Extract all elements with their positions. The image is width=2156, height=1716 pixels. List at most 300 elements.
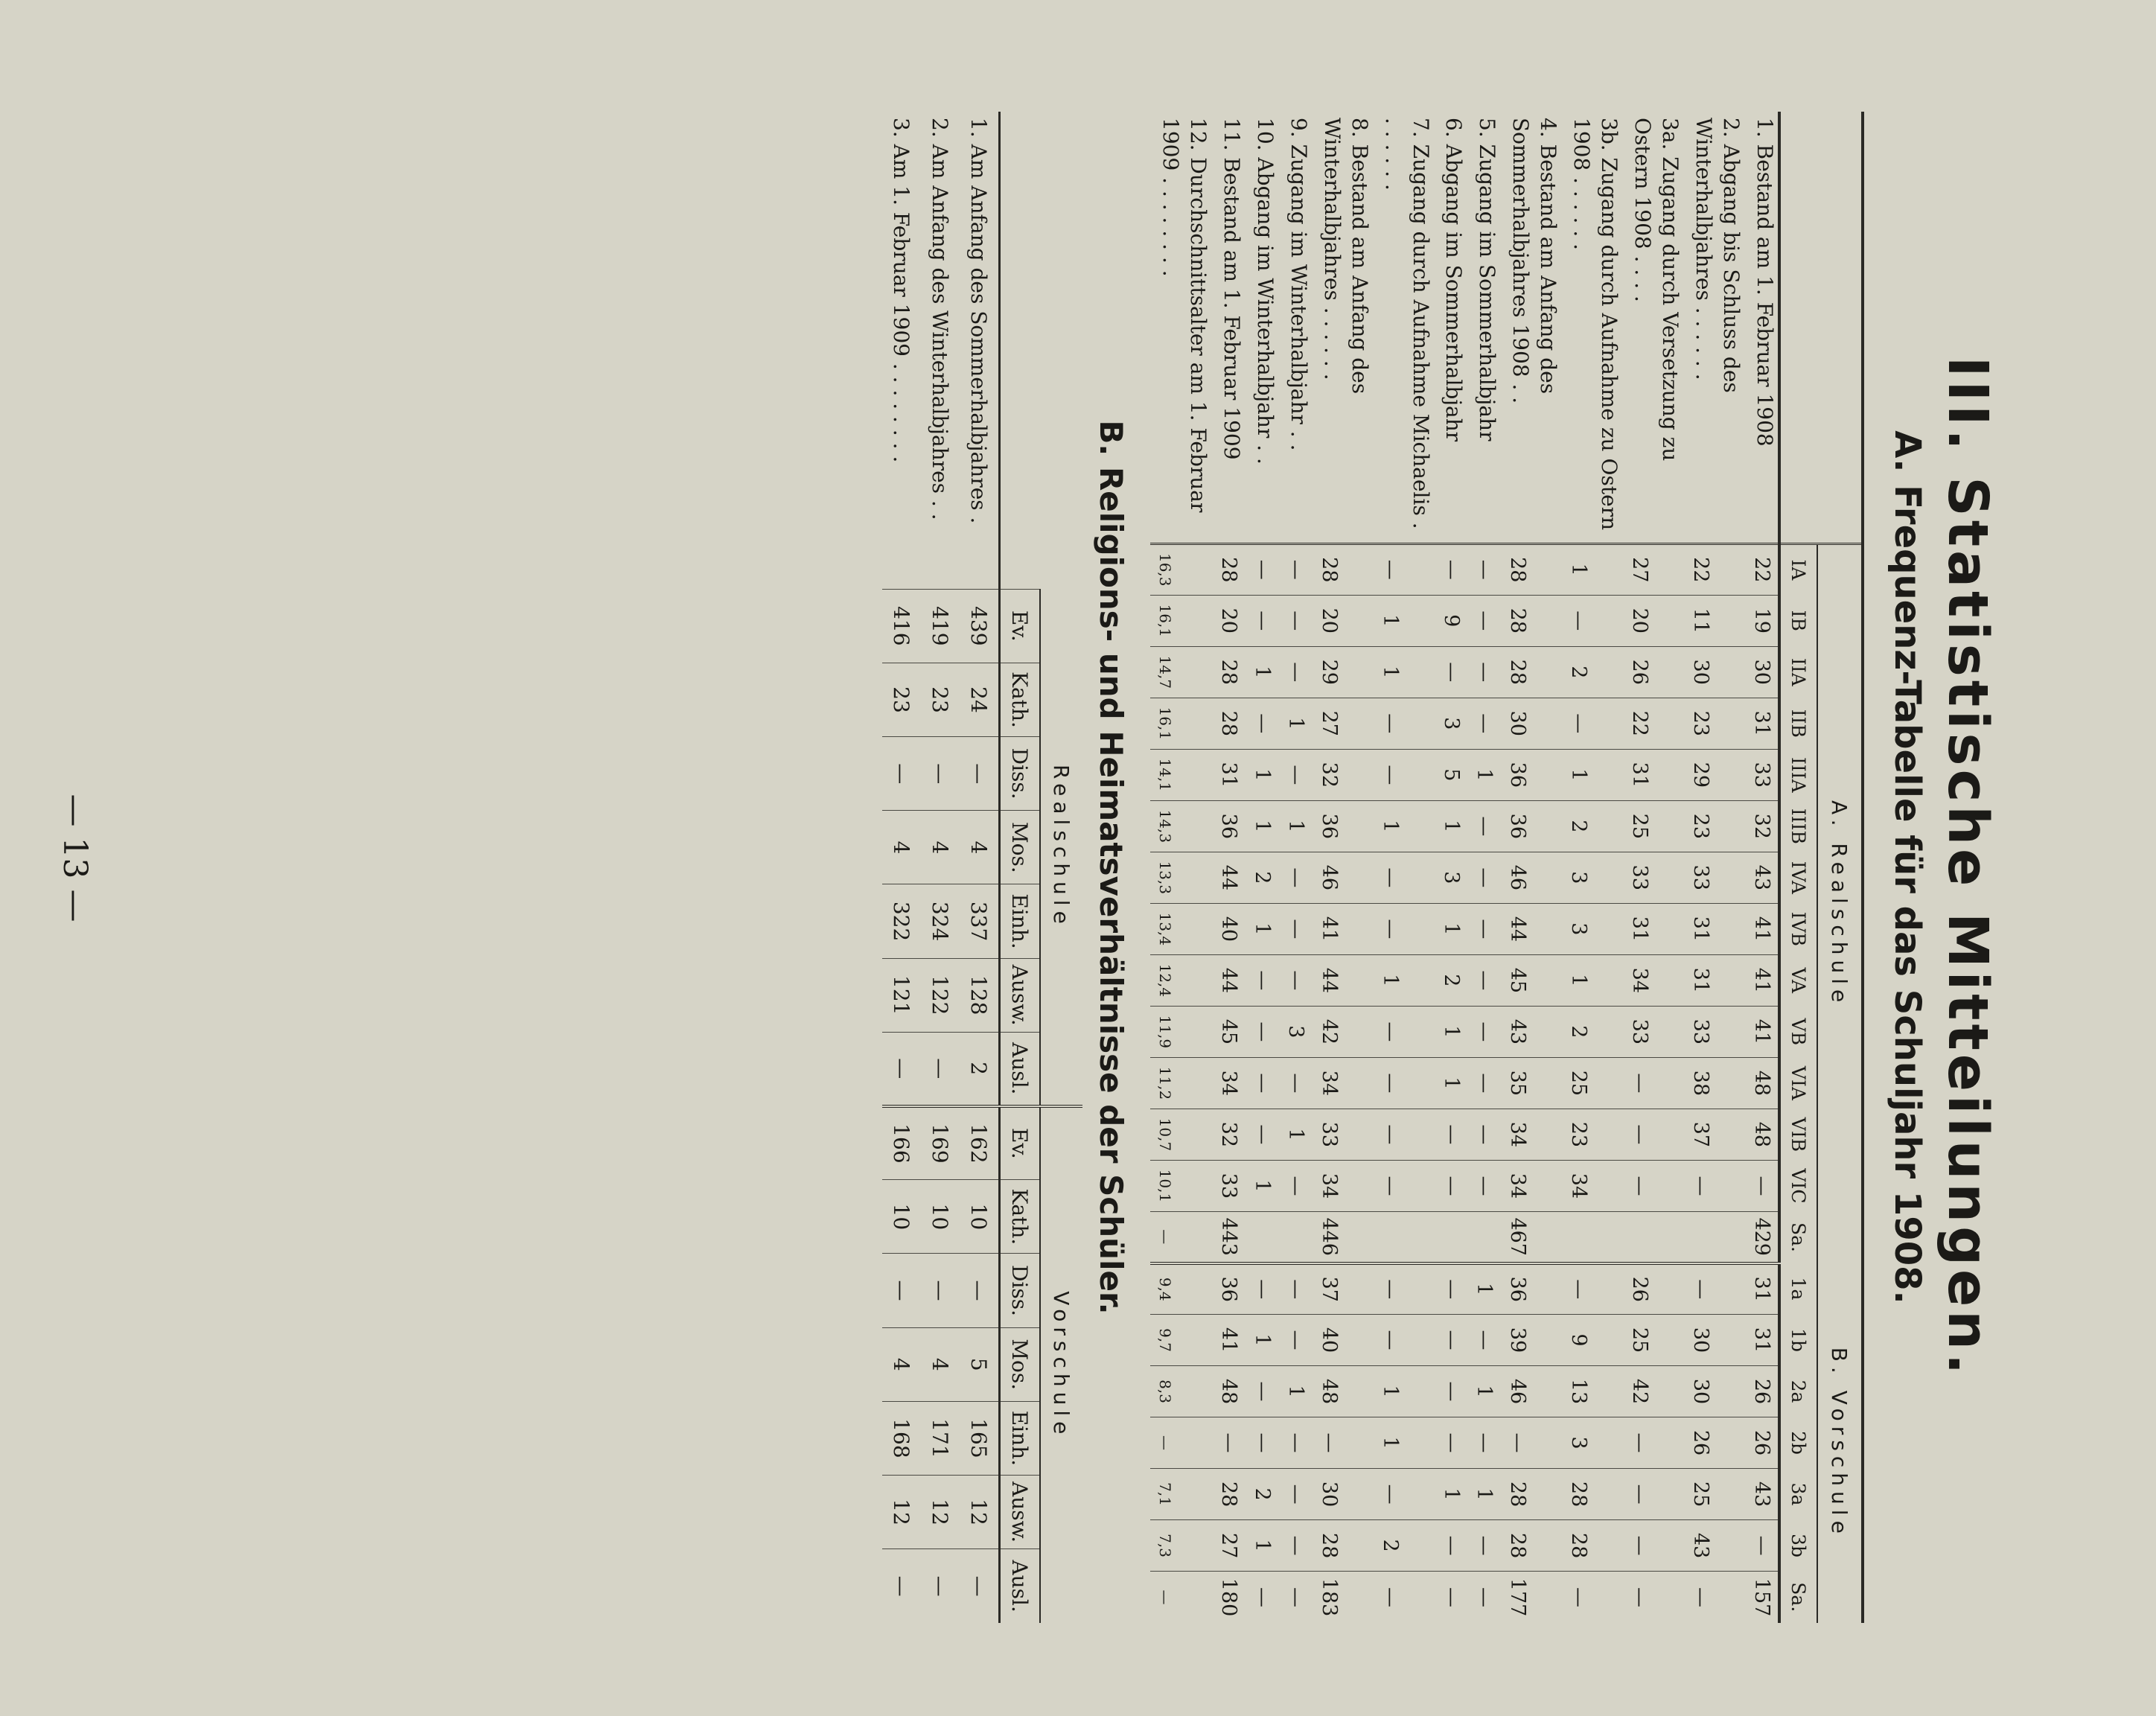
table-cell <box>1683 1211 1744 1263</box>
table-cell: 3 <box>1434 698 1467 749</box>
table-cell: 1 <box>1434 800 1467 852</box>
row-label: 8. Bestand am Anfang des Winterhalbjahres . . . . . . <box>1319 118 1372 395</box>
table-row <box>1245 112 1278 1623</box>
table-cell: 2 <box>1373 1520 1434 1572</box>
table-cell: 8,3 <box>1150 1366 1211 1417</box>
table-cell: 23 <box>1683 800 1744 852</box>
column-header: VIB <box>1779 1109 1817 1160</box>
table-cell: — <box>1434 1109 1467 1160</box>
table-cell: 48 <box>1312 1366 1373 1417</box>
table-cell: 5 <box>960 1327 1000 1401</box>
table-cell: — <box>882 1254 921 1327</box>
table-cell: — <box>1245 1572 1278 1623</box>
table-cell: — <box>1434 1366 1467 1417</box>
table-cell <box>1467 1211 1500 1263</box>
table-cell: 1 <box>1373 800 1434 852</box>
row-label: 4. Bestand am Anfang des Sommerhalbjahres 1908 . . <box>1508 118 1561 404</box>
table-cell: 41 <box>1312 903 1373 954</box>
table-cell: 324 <box>921 884 960 958</box>
table-cell: — <box>1622 1469 1683 1520</box>
table-cell: 32 <box>1211 1109 1245 1160</box>
table-cell: — <box>1500 1417 1561 1469</box>
table-cell: 183 <box>1312 1572 1373 1623</box>
table-cell: — <box>1373 1263 1434 1315</box>
table-cell: 12,4 <box>1150 954 1211 1006</box>
table-row <box>960 112 1000 1623</box>
table-cell: 30 <box>1500 698 1561 749</box>
table-cell: 12 <box>921 1476 960 1549</box>
table-cell: — <box>1278 1417 1312 1469</box>
row-label: 2. Abgang bis Schluss des Winterhalbjahres . . . . . . <box>1691 118 1744 393</box>
label-header <box>1817 112 1861 543</box>
table-cell: 3 <box>1561 1417 1622 1469</box>
table-cell: 14,3 <box>1150 800 1211 852</box>
table-cell: 32 <box>1744 800 1779 852</box>
row-label: 11. Bestand am 1. Februar 1909 <box>1219 118 1244 460</box>
table-cell: 337 <box>960 884 1000 958</box>
page-title: III. Statistische Mitteilungen. <box>1936 356 2000 1379</box>
column-header: 1a <box>1779 1263 1817 1315</box>
table-cell: 40 <box>1211 903 1245 954</box>
table-cell: 22 <box>1744 543 1779 595</box>
table-cell: — <box>882 1032 921 1106</box>
table-cell: 121 <box>882 958 921 1032</box>
table-cell: 22 <box>1683 543 1744 595</box>
table-cell: 34 <box>1500 1109 1561 1160</box>
table-cell: — <box>1278 543 1312 595</box>
column-header: IIIB <box>1779 800 1817 852</box>
table-cell: — <box>1373 1572 1434 1623</box>
table-cell: — <box>1561 1263 1622 1315</box>
table-cell: 1 <box>1434 1469 1467 1520</box>
table-cell: 1 <box>1245 903 1278 954</box>
table-cell: — <box>1373 1315 1434 1366</box>
table-cell: 169 <box>921 1106 960 1180</box>
table-cell: 9 <box>1434 595 1467 646</box>
table-cell: 165 <box>960 1401 1000 1475</box>
table-cell: 29 <box>1683 749 1744 800</box>
row-label: 3a. Zugang durch Versetzung zu Ostern 1908 . . . . <box>1630 118 1683 462</box>
table-cell: — <box>1434 1160 1467 1211</box>
table-cell: 25 <box>1561 1057 1622 1109</box>
table-cell: — <box>1561 1572 1622 1623</box>
table-row <box>1150 112 1211 1623</box>
table-cell: — <box>1467 646 1500 698</box>
table-cell: 11,9 <box>1150 1006 1211 1057</box>
table-cell: — <box>1744 1520 1779 1572</box>
table-cell: 28 <box>1500 543 1561 595</box>
table-cell: 3 <box>1561 852 1622 903</box>
table-cell: 3 <box>1278 1006 1312 1057</box>
table-cell: 44 <box>1500 903 1561 954</box>
column-header: Ausl. <box>999 1549 1040 1623</box>
table-cell: 4 <box>882 1327 921 1401</box>
table-cell: 31 <box>1744 1315 1779 1366</box>
table-cell: 25 <box>1622 800 1683 852</box>
table-cell: — <box>1622 1057 1683 1109</box>
table-cell: 1 <box>1373 595 1434 646</box>
table-cell: — <box>1467 1520 1500 1572</box>
table-cell: 34 <box>1312 1160 1373 1211</box>
table-cell: — <box>1622 1520 1683 1572</box>
table-cell: 45 <box>1211 1006 1245 1057</box>
table-cell: 443 <box>1211 1211 1245 1263</box>
table-cell: 34 <box>1622 954 1683 1006</box>
table-cell: 34 <box>1561 1160 1622 1211</box>
table-cell: — <box>1467 1057 1500 1109</box>
table-cell: — <box>1683 1263 1744 1315</box>
table-cell: 177 <box>1500 1572 1561 1623</box>
column-header: Diss. <box>999 737 1040 811</box>
table-cell: 32 <box>1312 749 1373 800</box>
table-cell: — <box>1467 1315 1500 1366</box>
table-cell: 171 <box>921 1401 960 1475</box>
table-cell: 1 <box>1434 1006 1467 1057</box>
table-cell: 3 <box>1561 903 1622 954</box>
table-cell: 157 <box>1744 1572 1779 1623</box>
column-header: Ev. <box>999 589 1040 663</box>
table-cell: 1 <box>1245 800 1278 852</box>
table-cell: 2 <box>1561 646 1622 698</box>
table-row <box>1744 112 1779 1623</box>
table-cell: 42 <box>1312 1006 1373 1057</box>
table-row <box>1683 112 1744 1623</box>
table-cell: 27 <box>1312 698 1373 749</box>
table-cell: 37 <box>1312 1263 1373 1315</box>
table-cell: 2 <box>1245 1469 1278 1520</box>
table-cell: 25 <box>1622 1315 1683 1366</box>
column-header: 3a <box>1779 1469 1817 1520</box>
table-cell: 33 <box>1312 1109 1373 1160</box>
column-header: Mos. <box>999 811 1040 884</box>
table-cell: 20 <box>1211 595 1245 646</box>
table-cell: 33 <box>1683 1006 1744 1057</box>
column-header: VIA <box>1779 1057 1817 1109</box>
rule <box>1861 112 1864 1623</box>
table-cell: 28 <box>1211 543 1245 595</box>
row-label: 3. Am 1. Februar 1909 . . . . . . . . <box>889 118 914 463</box>
table-cell: 33 <box>1622 852 1683 903</box>
table-cell: 48 <box>1211 1366 1245 1417</box>
table-cell: 13,4 <box>1150 903 1211 954</box>
table-cell: — <box>1561 698 1622 749</box>
column-header: Einh. <box>999 1401 1040 1475</box>
table-cell: 44 <box>1312 954 1373 1006</box>
table-cell: — <box>1467 1109 1500 1160</box>
table-cell: — <box>1622 1109 1683 1160</box>
table-cell: — <box>1245 954 1278 1006</box>
table-cell: 38 <box>1683 1057 1744 1109</box>
table-cell: — <box>1150 1572 1211 1623</box>
table-cell: 2 <box>1434 954 1467 1006</box>
vorschule-group-header: Vorschule <box>1040 1106 1082 1623</box>
table-cell: 24 <box>960 663 1000 736</box>
table-cell: 19 <box>1744 595 1779 646</box>
table-cell: — <box>1211 1417 1245 1469</box>
table-cell: 34 <box>1312 1057 1373 1109</box>
row-label: 6. Abgang im Sommerhalbjahr <box>1441 118 1467 442</box>
table-cell: 45 <box>1500 954 1561 1006</box>
table-cell: 7,1 <box>1150 1469 1211 1520</box>
row-label: 1. Bestand am 1. Februar 1908 <box>1744 112 1779 543</box>
table-cell: 2 <box>1561 800 1622 852</box>
column-header: IIB <box>1779 698 1817 749</box>
table-cell: 439 <box>960 589 1000 663</box>
table-cell: 43 <box>1500 1006 1561 1057</box>
table-cell: 41 <box>1744 1006 1779 1057</box>
table-cell: — <box>1278 1315 1312 1366</box>
column-header: Ausw. <box>999 958 1040 1032</box>
table-cell: 23 <box>1561 1109 1622 1160</box>
table-cell <box>1622 1211 1683 1263</box>
table-cell: — <box>1467 1160 1500 1211</box>
table-cell: 48 <box>1744 1109 1779 1160</box>
label-header <box>1040 112 1082 589</box>
table-cell: 35 <box>1500 1057 1561 1109</box>
table-cell: — <box>921 1549 960 1623</box>
column-header: VB <box>1779 1006 1817 1057</box>
table-cell <box>1373 1211 1434 1263</box>
table-cell <box>1245 1211 1278 1263</box>
table-row <box>1373 112 1434 1623</box>
table-cell: — <box>1373 1160 1434 1211</box>
column-header: 1b <box>1779 1315 1817 1366</box>
table-cell: 1 <box>1278 800 1312 852</box>
table-cell: 34 <box>1500 1160 1561 1211</box>
row-label: 9. Zugang im Winterhalbjahr . . <box>1286 118 1311 451</box>
table-cell: 28 <box>1561 1520 1622 1572</box>
table-cell: — <box>1245 595 1278 646</box>
column-header: IB <box>1779 595 1817 646</box>
table-cell: 31 <box>1744 698 1779 749</box>
table-cell: 23 <box>1683 698 1744 749</box>
table-cell: 36 <box>1500 1263 1561 1315</box>
table-cell: 28 <box>1211 698 1245 749</box>
table-cell: 46 <box>1312 852 1373 903</box>
table-cell: 33 <box>1744 749 1779 800</box>
table-row <box>1211 112 1245 1623</box>
table-cell: 322 <box>882 884 921 958</box>
column-header: IVB <box>1779 903 1817 954</box>
table-cell: — <box>1373 698 1434 749</box>
table-cell: 1 <box>1373 954 1434 1006</box>
table-cell: 16,3 <box>1150 543 1211 595</box>
table-cell: 36 <box>1500 800 1561 852</box>
table-cell: 1 <box>1245 1315 1278 1366</box>
column-header: 2b <box>1779 1417 1817 1469</box>
table-cell: — <box>1278 1057 1312 1109</box>
table-cell: 28 <box>1312 543 1373 595</box>
table-cell: 10,1 <box>1150 1160 1211 1211</box>
table-cell: 12 <box>960 1476 1000 1549</box>
table-cell: 41 <box>1211 1315 1245 1366</box>
table-cell: 30 <box>1683 1315 1744 1366</box>
table-cell: 10 <box>960 1180 1000 1254</box>
table-cell: — <box>1278 1160 1312 1211</box>
table-cell: 13 <box>1561 1366 1622 1417</box>
table-cell: 26 <box>1683 1417 1744 1469</box>
table-cell: 1 <box>1373 1417 1434 1469</box>
table-cell: — <box>1434 1263 1467 1315</box>
frequency-table <box>1150 112 1861 1623</box>
page-content <box>882 112 2000 1623</box>
table-cell: 1 <box>1278 1366 1312 1417</box>
row-label: 1. Am Anfang des Sommerhalbjahres . <box>960 112 1000 589</box>
table-cell: — <box>1245 543 1278 595</box>
table-cell: — <box>1683 1160 1744 1211</box>
column-header: Diss. <box>999 1254 1040 1327</box>
religion-table <box>882 112 1082 1623</box>
table-cell <box>1561 1211 1622 1263</box>
label-header <box>999 112 1040 589</box>
table-cell: 41 <box>1744 954 1779 1006</box>
section-a-title: A. Frequenz-Tabelle für das Schuljahr 1908. <box>1886 430 1928 1304</box>
table-cell: 12 <box>882 1476 921 1549</box>
table-cell: 41 <box>1744 903 1779 954</box>
table-cell: 1 <box>1373 646 1434 698</box>
table-cell: 9,4 <box>1150 1263 1211 1315</box>
table-cell: 31 <box>1683 954 1744 1006</box>
table-cell: 33 <box>1211 1160 1245 1211</box>
table-cell: 23 <box>921 663 960 736</box>
table-row <box>1467 112 1500 1623</box>
table-cell: 4 <box>882 811 921 884</box>
table-cell: 1 <box>1245 1520 1278 1572</box>
realschule-group-header: A. Realschule <box>1817 543 1861 1263</box>
table-cell: — <box>1744 1160 1779 1211</box>
table-cell: — <box>1312 1417 1373 1469</box>
table-cell: 23 <box>882 663 921 736</box>
table-cell: — <box>882 1549 921 1623</box>
table-cell: — <box>1245 1057 1278 1109</box>
table-cell: 36 <box>1500 749 1561 800</box>
table-cell: 34 <box>1211 1057 1245 1109</box>
table-cell: 168 <box>882 1401 921 1475</box>
table-cell: — <box>1245 1006 1278 1057</box>
table-cell: 28 <box>1312 1520 1373 1572</box>
table-cell: — <box>1278 1263 1312 1315</box>
row-label: 2. Am Anfang des Winterhalbjahres . . <box>928 118 953 520</box>
table-cell: 1 <box>1467 1263 1500 1315</box>
table-row <box>921 112 960 1623</box>
table-cell: 26 <box>1744 1366 1779 1417</box>
table-cell: 28 <box>1500 1469 1561 1520</box>
column-header: Ausl. <box>999 1032 1040 1106</box>
table-cell: — <box>1467 543 1500 595</box>
table-cell: — <box>1245 1263 1278 1315</box>
table-cell: 28 <box>1500 1520 1561 1572</box>
table-cell: 44 <box>1211 954 1245 1006</box>
table-cell: 429 <box>1744 1211 1779 1263</box>
table-cell: 4 <box>921 811 960 884</box>
table-cell <box>1434 1211 1467 1263</box>
table-cell: — <box>1245 698 1278 749</box>
row-label: 7. Zugang durch Aufnahme Michaelis . . . . . . . <box>1380 118 1433 529</box>
table-cell: 1 <box>1278 1109 1312 1160</box>
table-cell: 10 <box>921 1180 960 1254</box>
table-cell: 43 <box>1744 852 1779 903</box>
table-cell: 36 <box>1312 800 1373 852</box>
table-cell: 9 <box>1561 1315 1622 1366</box>
vorschule-group-header: B. Vorschule <box>1817 1263 1861 1624</box>
table-cell: 162 <box>960 1106 1000 1180</box>
table-row <box>1622 112 1683 1623</box>
label-header <box>1779 112 1817 543</box>
table-cell: 39 <box>1500 1315 1561 1366</box>
table-row <box>1312 112 1373 1623</box>
row-label: 3b. Zugang durch Aufnahme zu Ostern 1908 . . . . . . <box>1569 118 1622 531</box>
table-cell: — <box>1467 595 1500 646</box>
table-cell: 1 <box>1434 1057 1467 1109</box>
table-cell: 46 <box>1500 852 1561 903</box>
table-cell: 1 <box>1467 1366 1500 1417</box>
table-cell: 28 <box>1500 646 1561 698</box>
column-header: Einh. <box>999 884 1040 958</box>
table-cell: — <box>1467 903 1500 954</box>
table-cell: — <box>1278 903 1312 954</box>
table-cell: 28 <box>1211 1469 1245 1520</box>
table-cell: 28 <box>1211 646 1245 698</box>
table-cell: 20 <box>1622 595 1683 646</box>
table-cell: 1 <box>1245 749 1278 800</box>
table-cell: — <box>1373 1006 1434 1057</box>
table-cell: — <box>1434 646 1467 698</box>
table-cell: 30 <box>1312 1469 1373 1520</box>
table-cell: — <box>1278 749 1312 800</box>
table-cell: 1 <box>1561 954 1622 1006</box>
column-header: Kath. <box>999 663 1040 736</box>
table-cell: 27 <box>1211 1520 1245 1572</box>
table-cell: 25 <box>1683 1469 1744 1520</box>
table-cell: 31 <box>1683 903 1744 954</box>
table-cell: — <box>1245 1417 1278 1469</box>
table-cell: 9,7 <box>1150 1315 1211 1366</box>
table-cell: 44 <box>1211 852 1245 903</box>
table-cell: — <box>1467 1006 1500 1057</box>
table-cell: 33 <box>1622 1006 1683 1057</box>
table-cell: 4 <box>921 1327 960 1401</box>
table-cell: — <box>1622 1572 1683 1623</box>
table-cell: 31 <box>1622 903 1683 954</box>
table-cell: — <box>960 1549 1000 1623</box>
table-cell: 122 <box>921 958 960 1032</box>
table-cell: — <box>1278 1572 1312 1623</box>
column-header: Sa. <box>1779 1211 1817 1263</box>
table-cell: — <box>1373 1057 1434 1109</box>
table-cell: — <box>1150 1211 1211 1263</box>
table-cell: — <box>1278 1520 1312 1572</box>
table-cell: 446 <box>1312 1211 1373 1263</box>
table-row <box>882 112 921 1623</box>
table-cell: 2 <box>960 1032 1000 1106</box>
table-cell: 419 <box>921 589 960 663</box>
table-cell: 11,2 <box>1150 1057 1211 1109</box>
table-cell: — <box>921 1254 960 1327</box>
table-cell: 14,7 <box>1150 646 1211 698</box>
table-cell: — <box>1373 1109 1434 1160</box>
table-cell: 26 <box>1622 646 1683 698</box>
table-cell: — <box>1434 543 1467 595</box>
table-cell: 28 <box>1500 595 1561 646</box>
table-cell: 1 <box>1467 1469 1500 1520</box>
table-cell: — <box>1373 749 1434 800</box>
table-cell: 26 <box>1744 1417 1779 1469</box>
table-cell: — <box>1278 595 1312 646</box>
column-header: Kath. <box>999 1180 1040 1254</box>
table-cell: 2 <box>1245 852 1278 903</box>
table-cell: 1 <box>1434 903 1467 954</box>
table-cell: — <box>1373 903 1434 954</box>
